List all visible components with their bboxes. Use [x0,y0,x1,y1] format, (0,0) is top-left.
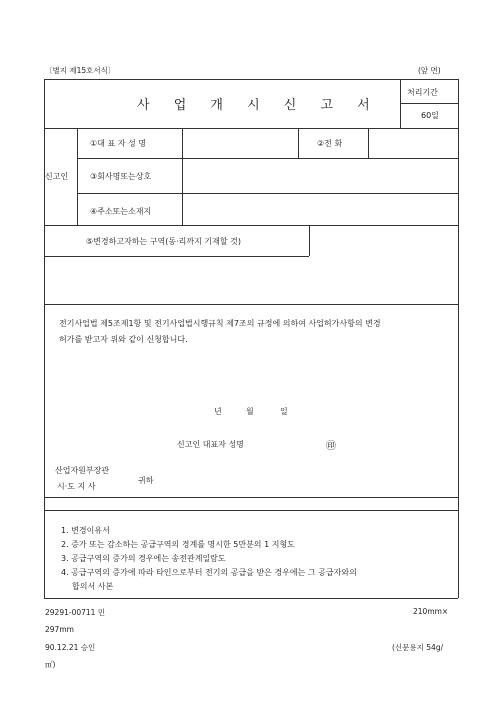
address-field[interactable] [183,194,457,224]
phone-field[interactable] [369,129,457,157]
processing-period-value: 60일 [421,111,439,120]
footer-size-continued: 297mm [45,625,74,634]
attachment-item: 1. 변경이유서 [61,526,110,535]
statement-text [59,316,454,348]
representative-name-label: ①대 표 자 성 명 [90,139,146,148]
company-name-field[interactable] [183,159,457,192]
applicant-group-label: 신고인 [45,172,69,181]
form-number: 〔별지 제15호서식〕 [45,66,116,75]
recipient-honorific: 귀하 [138,476,154,485]
change-area-label: ⑤변경하고자하는 구역(동·리까지 기재할 것) [86,237,241,246]
representative-name-field[interactable] [183,129,297,157]
processing-period-label: 처리기간 [407,88,438,97]
address-label: ④주소또는소재지 [90,207,152,216]
footer-code: 29291-00711 민 [45,608,106,617]
attachments-list [61,524,357,594]
statement-line-1: 전기사업법 제5조제1항 및 전기사업법시행규칙 제7조의 규정에 의하여 사업허가사항의 변경 [59,319,381,328]
statement-line-2: 허가를 받고자 위와 같이 신청합니다. [59,335,188,344]
footer-size: 210mm× [413,607,449,616]
date-month: 월 [246,407,254,416]
attachment-item: 3. 공급구역의 증가의 경우에는 송전관계일람도 [61,554,226,563]
page-side: (앞 면) [418,66,441,75]
recipient-governor: 시·도 지 사 [57,482,96,491]
phone-label: ②전 화 [317,139,343,148]
attachment-item: 2. 증가 또는 감소하는 공급구역의 경계를 명시한 5만분의 1 지형도 [61,540,295,549]
footer-paper: (신문용지 54g/ [392,643,444,652]
date-day: 일 [280,407,288,416]
company-name-label: ③회사명또는상호 [90,172,152,181]
recipient-minister: 산업자원부장관 [55,466,110,475]
form-title: 사 업 개 시 신 고 서 [137,98,380,113]
attachment-item: 합의서 사본 [72,582,114,591]
attachment-item: 4. 공급구역의 증가에 따라 타인으로부터 전기의 공급을 받은 경우에는 그 공급자와의 [61,568,357,577]
footer-approval: 90.12.21 승인 [45,643,96,652]
change-area-field[interactable] [45,257,457,303]
seal-mark: ㊞ [326,441,336,452]
signature-label: 신고인 대표자 성명 [177,440,244,449]
date-year: 년 [214,407,222,416]
footer-paper-continued: ㎡) [45,660,56,669]
